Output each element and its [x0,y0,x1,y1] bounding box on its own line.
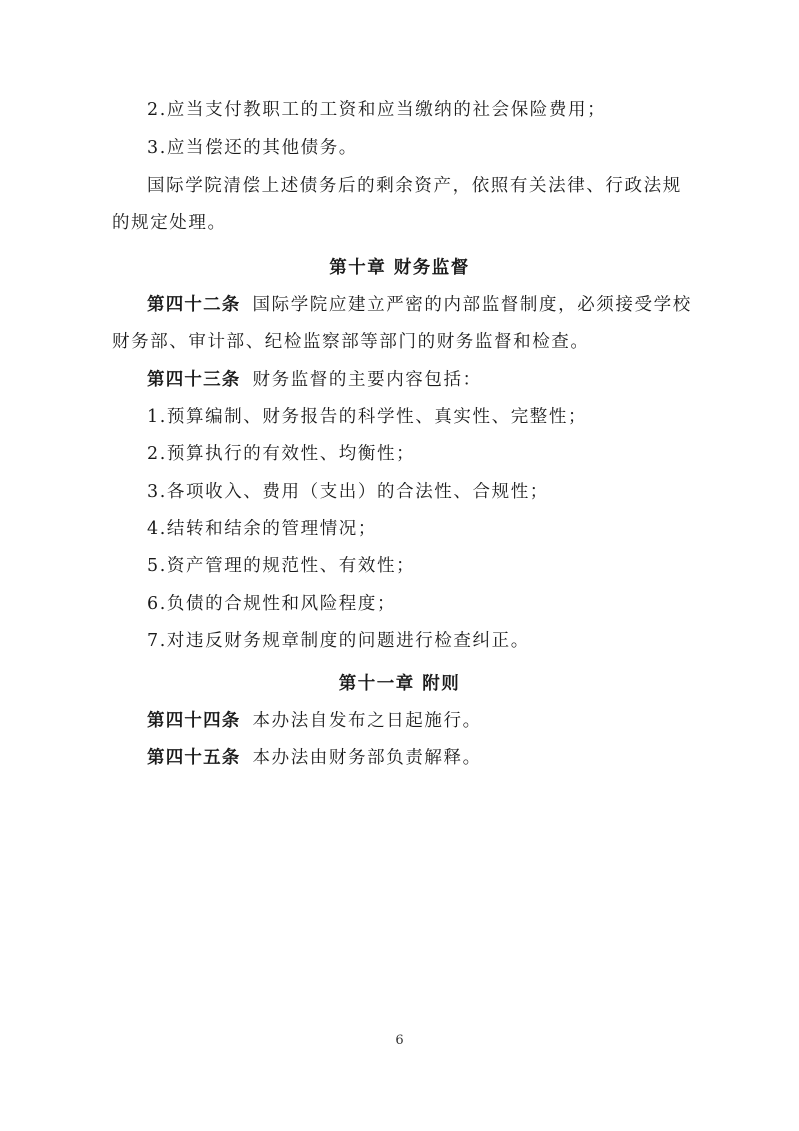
chapter-11-heading: 第十一章 附则 [338,674,461,694]
article-42-label: 第四十二条 [147,295,241,315]
article-44-label: 第四十四条 [147,711,241,731]
article-45-text: 本办法由财务部负责解释。 [252,748,482,768]
article-45-label: 第四十五条 [147,748,241,768]
chapter-10-heading: 第十章 财务监督 [329,258,470,278]
article-43-text: 财务监督的主要内容包括： [252,370,482,390]
page-number: 6 [395,1033,404,1048]
debt-item-3: 3.应当偿还的其他债务。 [147,138,358,158]
article-43-label: 第四十三条 [147,370,241,390]
supervision-item-7: 7.对违反财务规章制度的问题进行检查纠正。 [147,631,530,651]
remainder-paragraph-line-1: 国际学院清偿上述债务后的剩余资产，依照有关法律、行政法规 [147,176,682,196]
article-42-text-1: 国际学院应建立严密的内部监督制度，必须接受学校 [252,295,692,315]
article-44-line [147,710,482,732]
article-44-text: 本办法自发布之日起施行。 [252,711,482,731]
article-42-line-2: 财务部、审计部、纪检监察部等部门的财务监督和检查。 [112,332,590,352]
supervision-item-3: 3.各项收入、费用（支出）的合法性、合规性； [147,482,549,502]
supervision-item-1: 1.预算编制、财务报告的科学性、真实性、完整性； [147,407,588,427]
article-43-line [147,369,482,391]
article-42-line-1 [147,294,692,316]
supervision-item-6: 6.负债的合规性和风险程度； [147,594,397,614]
supervision-item-4: 4.结转和结余的管理情况； [147,519,377,539]
remainder-paragraph-line-2: 的规定处理。 [112,213,227,233]
debt-item-2: 2.应当支付教职工的工资和应当缴纳的社会保险费用； [147,100,607,120]
supervision-item-5: 5.资产管理的规范性、有效性； [147,556,416,576]
article-45-line [147,747,482,769]
supervision-item-2: 2.预算执行的有效性、均衡性； [147,444,416,464]
